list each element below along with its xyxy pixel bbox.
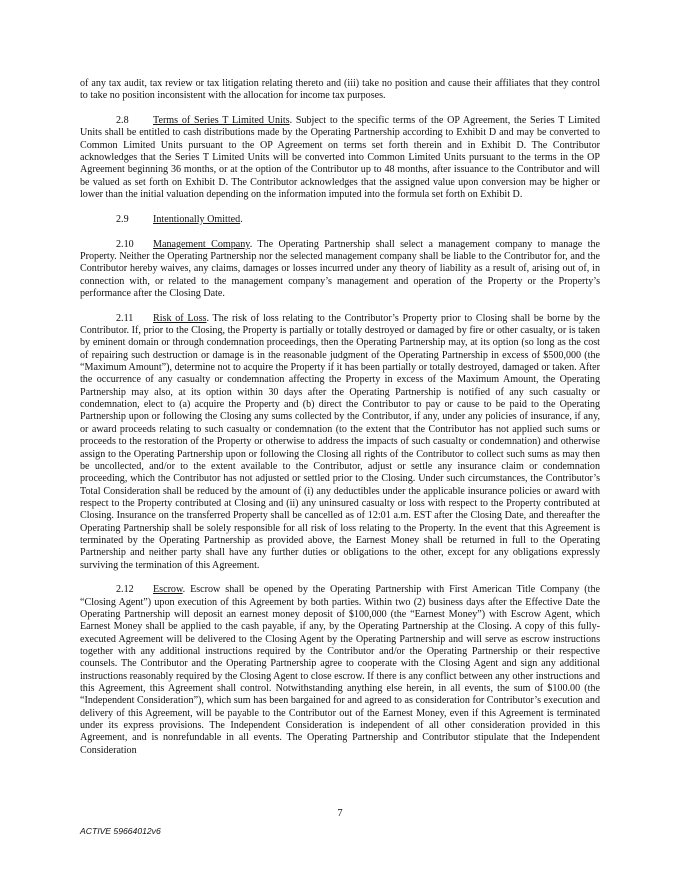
section-2-11	[80, 313, 600, 572]
section-heading: Intentionally Omitted	[153, 213, 241, 225]
section-number: 2.12	[116, 584, 134, 596]
section-2-10	[80, 239, 600, 301]
section-number: 2.9	[116, 213, 129, 225]
page-number: 7	[337, 808, 343, 819]
section-heading: Risk of Loss	[153, 312, 207, 324]
continuation-paragraph: of any tax audit, tax review or tax litigation relating thereto and (iii) take no position and cause their affiliates that they control to take no position inconsistent with the allocation for income tax purposes.	[80, 78, 600, 102]
section-body: .	[240, 213, 243, 225]
section-heading: Escrow	[153, 584, 183, 596]
document-id-footer: ACTIVE 59664012v6	[80, 826, 161, 836]
section-number: 2.11	[116, 312, 134, 324]
document-body	[80, 78, 600, 770]
section-number: 2.10	[116, 238, 134, 250]
section-2-8	[80, 115, 600, 201]
section-2-12	[80, 584, 600, 757]
section-body: . The risk of loss relating to the Contributor’s Property prior to Closing shall be borne by the Contributor. If, prior to the Closing, the Property is partially or totally destroyed or damaged by fire or other casualty, or is taken by eminent domain or through condemnation proceedings, then the Operating Partnership may, at its option (so long as the cost of repairing such destruction or damage is in the reasonable judgment of the Operating Partnership in excess of $500,000 (the “Maximum Amount”), determine not to acquire the Property if it has been partially or totally destroyed, damaged or taken. After the occurrence of any casualty or condemnation affecting the Property in excess of the Maximum Amount, the Operating Partnership may also, at its option within 30 days after the Operating Partnership is notified of any such casualty or condemnation, elect to (a) acquire the Property and (b) direct the Contributor to pay or cause to be paid to the Operating Partnership upon or following the Closing any sums collected by the Contributor, if any, under any policies of insurance, if any, or award proceeds relating to such casualty or condemnation (to the extent that the Contributor has not applied such sums or proceeds to the restoration of the Property or otherwise to address the impacts of such casualty or condemnation) and otherwise assign to the Operating Partnership upon or following the Closing all rights of the Contributor to collect such sums as may then be uncollected, and/or to the extent available to the Contributor, adjust or settle any insurance claim or condemnation proceeding, which the Contributor has not adjusted or settled prior to the Closing. Under such circumstances, the Contributor’s Total Consideration shall be reduced by the amount of (i) any deductibles under the applicable insurance policies or award with respect to the Property contributed at Closing and (ii) any uninsured casualty or loss with respect to the Property contributed at Closing. Insurance on the transferred Property shall be cancelled as of 12:01 a.m. EST after the Closing Date, and thereafter the Operating Partnership shall be solely responsible for all risk of loss relating to the Property. In the event that this Agreement is terminated by the Operating Partnership as provided above, the Earnest Money shall be returned in full to the Operating Partnership and neither party shall have any further duties or obligations to the other, except for any obligations expressly surviving the termination of this Agreement.	[80, 312, 600, 571]
section-heading: Management Company	[153, 238, 250, 250]
section-number: 2.8	[116, 115, 129, 127]
section-body: . Subject to the specific terms of the OP Agreement, the Series T Limited Units shall be entitled to cash distributions made by the Operating Partnership according to Exhibit D and may be converted to Common Limited Units pursuant to the OP Agreement on terms set forth therein and in Exhibit D. The Contributor acknowledges that the Series T Limited Units will be converted into Common Limited Units pursuant to the terms in the OP Agreement beginning 36 months, or at the option of the Contributor up to 48 months, after issuance to the Contributor and will be valued as set forth on Exhibit D. The Contributor acknowledges that the assigned value upon conversion may be higher or lower than the initial valuation depending on the information imputed into the formula set forth on Exhibit D.	[80, 115, 600, 201]
section-body: . The Operating Partnership shall select a management company to manage the Property. Neither the Operating Partnership nor the selected management company shall be liable to the Contributor for, and the Contributor hereby waives, any claims, damages or losses incurred under any theory of liability as a result of, arising out of, in connection with, or related to the management company’s management and operation of the Property or the Property’s performance after the Closing Date.	[80, 238, 601, 299]
section-2-9	[80, 214, 600, 226]
section-body: . Escrow shall be opened by the Operating Partnership with First American Title Company (the “Closing Agent”) upon execution of this Agreement by both parties. Within two (2) business days after the Effective Date the Operating Partnership will deposit an earnest money deposit of $100,000 (the “Earnest Money”) with Escrow Agent, which Earnest Money shall be applied to the cash payable, if any, by the Operating Partnership at the Closing. A copy of this fully-executed Agreement will be delivered to the Closing Agent by the Operating Partnership and will serve as escrow instructions together with any additional instructions required by the Contributor and/or the Operating Partnership or their respective counsels. The Contributor and the Operating Partnership agree to cooperate with the Closing Agent and sign any additional instructions reasonably required by the Closing Agent to close escrow. If there is any conflict between any other instructions and this Agreement, this Agreement shall control. Notwithstanding anything else herein, in all events, the sum of $100.00 (the “Independent Consideration”), which sum has been bargained for and agreed to as consideration for Contributor’s execution and delivery of this Agreement, will be payable to the Contributor out of the Earnest Money, even if this Agreement is terminated under its express provisions. The Independent Consideration is independent of all other consideration provided in this Agreement, and is nonrefundable in all events. The Operating Partnership and Contributor stipulate that the Independent Consideration	[80, 584, 600, 756]
section-heading: Terms of Series T Limited Units	[153, 115, 290, 127]
